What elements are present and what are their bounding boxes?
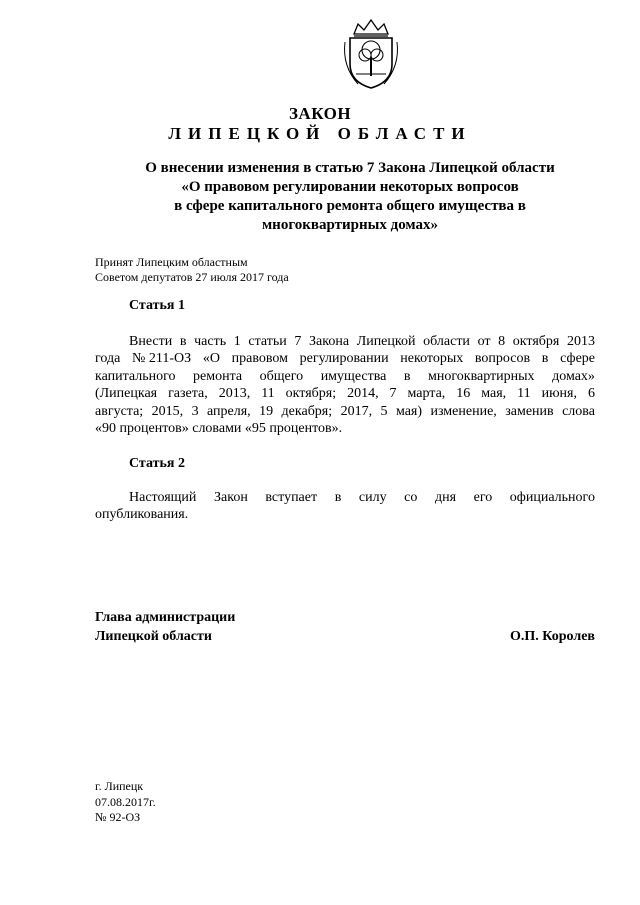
word: в: [179, 334, 187, 349]
word: опубликования.: [95, 507, 189, 523]
word: ремонта: [193, 368, 243, 384]
word: Липецкой: [356, 334, 416, 349]
word: «90 процентов» словами «95 процентов».: [95, 421, 343, 437]
adoption-line: Принят Липецким областным: [95, 255, 248, 269]
word: капитального: [95, 368, 176, 384]
word: вопросов: [474, 351, 531, 367]
paragraph-line: [95, 385, 595, 402]
signatory-region: Липецкой области: [95, 629, 212, 644]
word: вступает: [265, 490, 318, 505]
word: 11: [261, 386, 275, 402]
word: Внести: [129, 334, 173, 349]
word: мая,: [481, 386, 507, 402]
word: некоторых: [400, 351, 464, 367]
word: многоквартирных: [428, 368, 535, 384]
word: № 211-ОЗ: [132, 351, 192, 367]
subject-line: «О правовом регулировании некоторых вопросов: [181, 179, 519, 195]
paragraph-line: [95, 420, 595, 437]
subject-line: многоквартирных домах»: [261, 217, 439, 233]
word: газета,: [168, 386, 208, 402]
word: его: [473, 490, 493, 505]
word: официального: [509, 490, 595, 505]
article-1-text: [95, 333, 595, 437]
paragraph-line: [95, 368, 595, 385]
signatory-title: Глава администрации: [95, 610, 236, 625]
subject-line: в сфере капитального ремонта общего имущества в: [174, 198, 526, 214]
word: Закона: [309, 334, 350, 349]
word: статьи: [248, 334, 287, 349]
word: в: [334, 490, 342, 505]
word: домах»: [552, 368, 595, 384]
paragraph-line: [95, 489, 595, 506]
word: апреля,: [207, 403, 251, 419]
document-footer: [95, 779, 156, 826]
paragraph-line: [95, 403, 595, 420]
law-title: ЗАКОН: [288, 104, 352, 123]
word: дня: [434, 490, 457, 505]
word: декабря;: [281, 403, 333, 419]
word: 2015,: [151, 403, 184, 419]
adoption-line: Советом депутатов 27 июля 2017 года: [95, 270, 289, 284]
word: в: [541, 351, 549, 367]
word: 16: [456, 386, 471, 402]
word: Настоящий: [129, 490, 197, 505]
word: 2013,: [218, 386, 251, 402]
region-title: ЛИПЕЦКОЙ ОБЛАСТИ: [168, 124, 472, 143]
footer-date: 07.08.2017г.: [95, 794, 156, 809]
word: октября: [512, 334, 560, 349]
word: часть: [194, 334, 227, 349]
word: мая): [395, 403, 423, 419]
paragraph-line: [95, 506, 595, 523]
word: заменив: [505, 403, 554, 419]
word: 8: [498, 334, 506, 349]
footer-city: г. Липецк: [95, 779, 144, 793]
word: правовом: [231, 351, 288, 367]
word: сфере: [560, 351, 595, 367]
word: изменение,: [430, 403, 497, 419]
word: области: [423, 334, 470, 349]
article-1-heading: Статья 1: [129, 298, 185, 313]
word: 2017,: [340, 403, 373, 419]
word: июня,: [541, 386, 577, 402]
footer-number: № 92-ОЗ: [95, 810, 141, 824]
article-2-text: [95, 489, 595, 524]
word: 2013: [567, 334, 595, 349]
word: 7: [294, 334, 302, 349]
word: августа;: [95, 403, 144, 419]
law-subject: [110, 159, 590, 235]
word: регулировании: [299, 351, 389, 367]
word: 2014,: [347, 386, 379, 402]
signature-block: [95, 608, 595, 646]
word: в: [403, 368, 411, 384]
word: слова: [562, 403, 595, 419]
word: 19: [259, 403, 274, 419]
word: силу: [358, 490, 387, 505]
word: 11: [517, 386, 531, 402]
signatory-name: О.П. Королев: [510, 629, 595, 644]
coat-of-arms-icon: [340, 18, 402, 92]
article-2-heading: Статья 2: [129, 456, 185, 471]
word: общего: [259, 368, 304, 384]
word: 5: [380, 403, 388, 419]
paragraph-line: [95, 350, 595, 367]
word: Закон: [214, 490, 248, 505]
word: марта,: [407, 386, 446, 402]
word: 6: [587, 386, 595, 402]
word: от: [477, 334, 491, 349]
word: (Липецкая: [95, 386, 158, 402]
word: октября;: [285, 386, 337, 402]
word: 3: [191, 403, 199, 419]
subject-line: О внесении изменения в статью 7 Закона Липецкой области: [145, 160, 555, 176]
word: «О: [202, 351, 220, 367]
word: года: [95, 351, 121, 367]
word: 1: [233, 334, 241, 349]
word: со: [404, 490, 418, 505]
paragraph-line: [95, 333, 595, 350]
word: 7: [389, 386, 397, 402]
adoption-note: [95, 255, 289, 285]
word: имущества: [320, 368, 387, 384]
